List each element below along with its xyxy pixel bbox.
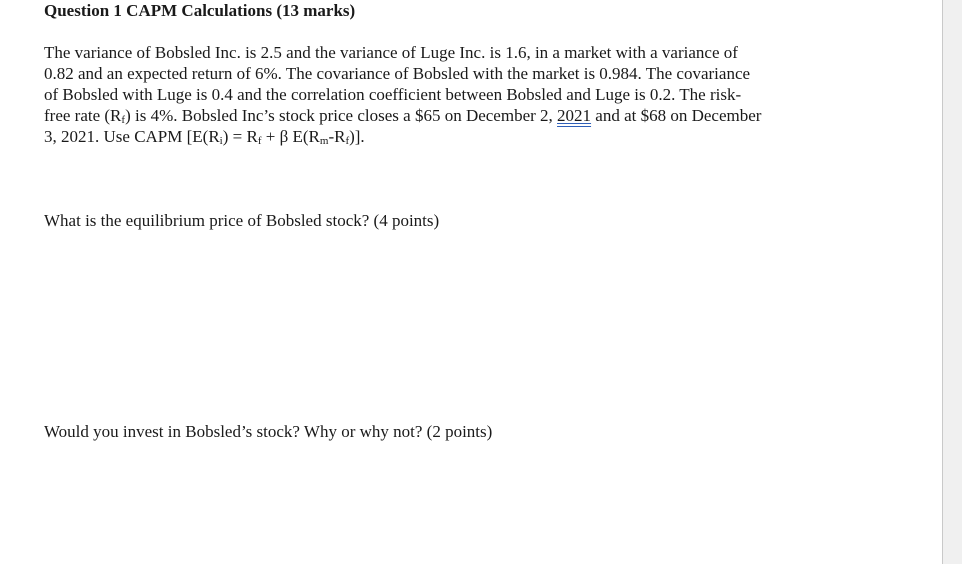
line5-text-c: + β E(R bbox=[261, 127, 320, 146]
line4-text-c: and at $68 on December bbox=[591, 106, 762, 125]
problem-paragraph bbox=[44, 42, 844, 147]
risk-free-subscript: f bbox=[257, 135, 262, 147]
line5-text-a: 3, 2021. Use CAPM [E(R bbox=[44, 127, 220, 146]
question-heading: Question 1 CAPM Calculations (13 marks) bbox=[44, 1, 356, 20]
question-equilibrium-price: What is the equilibrium price of Bobsled stock? (4 points) bbox=[44, 211, 440, 230]
market-subscript: m bbox=[319, 135, 329, 147]
line4-text-b: ) is 4%. Bobsled Inc’s stock price closes a $65 on December 2, bbox=[125, 106, 558, 125]
flagged-date-year[interactable]: 2021 bbox=[557, 106, 592, 125]
paragraph-line-2: 0.82 and an expected return of 6%. The covariance of Bobsled with the market is 0.984. The covariance bbox=[44, 64, 751, 83]
paragraph-line-3: of Bobsled with Luge is 0.4 and the correlation coefficient between Bobsled and Luge is 0.2. The risk- bbox=[44, 85, 742, 104]
vertical-scrollbar[interactable] bbox=[942, 0, 962, 564]
paragraph-line-4 bbox=[44, 105, 844, 126]
asset-subscript: i bbox=[219, 135, 223, 147]
risk-free-subscript: f bbox=[121, 114, 126, 126]
risk-free-subscript: f bbox=[345, 135, 350, 147]
question-invest-decision: Would you invest in Bobsled’s stock? Why or why not? (2 points) bbox=[44, 422, 493, 441]
paragraph-line-5 bbox=[44, 126, 844, 147]
line4-text-a: free rate (R bbox=[44, 106, 122, 125]
line5-text-d: -R bbox=[328, 127, 346, 146]
paragraph-line-1: The variance of Bobsled Inc. is 2.5 and the variance of Luge Inc. is 1.6, in a market with a variance of bbox=[44, 43, 738, 62]
line5-text-b: ) = R bbox=[222, 127, 258, 146]
line5-text-e: )]. bbox=[349, 127, 365, 146]
